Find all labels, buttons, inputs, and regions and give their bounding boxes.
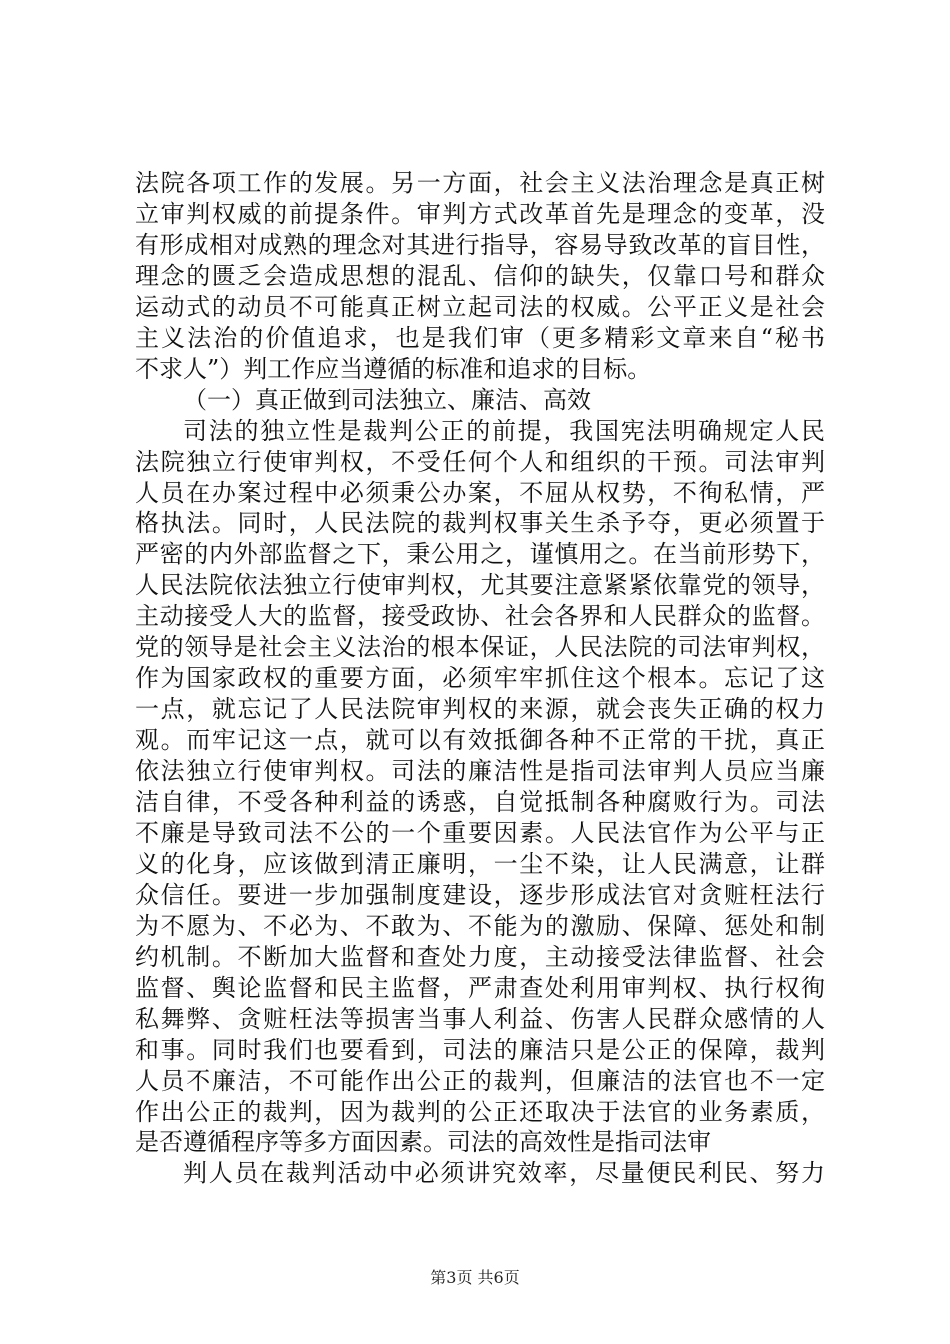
text-line: 洁自律，不受各种利益的诱惑，自觉抵制各种腐败行为。司法 — [135, 788, 825, 816]
text-line: 运动式的动员不可能真正树立起司法的权威。公平正义是社会 — [135, 292, 825, 321]
text-line: 人员不廉洁，不可能作出公正的裁判，但廉洁的法官也不一定 — [135, 1066, 825, 1095]
text-line: 有形成相对成熟的理念对其进行指导，容易导致改革的盲目性， — [135, 230, 825, 259]
text-line: 观。而牢记这一点，就可以有效抵御各种不正常的干扰，真正 — [135, 726, 825, 755]
text-line: 判人员在裁判活动中必须讲究效率，尽量便民利民、努力 — [183, 1159, 825, 1188]
text-line: 是否遵循程序等多方面因素。司法的高效性是指司法审 — [135, 1128, 711, 1157]
text-line: 作为国家政权的重要方面，必须牢牢抓住这个根本。忘记了这 — [135, 664, 825, 693]
text-line: 党的领导是社会主义法治的根本保证，人民法院的司法审判权， — [135, 633, 825, 662]
text-line: 私舞弊、贪赃枉法等损害当事人利益、伤害人民群众感情的人 — [135, 1004, 825, 1033]
text-line: 不廉是导致司法不公的一个重要因素。人民法官作为公平与正 — [135, 818, 825, 847]
text-line: 一点，就忘记了人民法院审判权的来源，就会丧失正确的权力 — [135, 695, 825, 724]
text-line: 监督、舆论监督和民主监督，严肃查处利用审判权、执行权徇 — [135, 973, 825, 1002]
text-line: 义的化身，应该做到清正廉明，一尘不染，让人民满意，让群 — [135, 849, 825, 878]
text-line: 主义法治的价值追求，也是我们审（更多精彩文章来自“秘书 — [135, 323, 825, 352]
page-footer: 第3页 共6页 — [430, 1268, 520, 1287]
text-line: 主动接受人大的监督，接受政协、社会各界和人民群众的监督。 — [135, 602, 825, 631]
text-line: 立审判权威的前提条件。审判方式改革首先是理念的变革，没 — [135, 199, 825, 228]
text-line: 众信任。要进一步加强制度建设，逐步形成法官对贪赃枉法行 — [135, 880, 825, 909]
text-line: 约机制。不断加大监督和查处力度，主动接受法律监督、社会 — [135, 942, 825, 971]
text-line: 人民法院依法独立行使审判权，尤其要注意紧紧依靠党的领导， — [135, 571, 825, 600]
text-line: 人员在办案过程中必须秉公办案，不屈从权势，不徇私情，严 — [135, 478, 825, 507]
text-line: 为不愿为、不必为、不敢为、不能为的激励、保障、惩处和制 — [135, 911, 825, 940]
text-line: 作出公正的裁判，因为裁判的公正还取决于法官的业务素质， — [135, 1097, 825, 1126]
text-line: 严密的内外部监督之下，秉公用之，谨慎用之。在当前形势下， — [135, 540, 825, 569]
text-line: 司法的独立性是裁判公正的前提，我国宪法明确规定人民 — [183, 416, 825, 445]
section-heading: （一）真正做到司法独立、廉洁、高效 — [183, 385, 591, 414]
text-line: 法院各项工作的发展。另一方面，社会主义法治理念是真正树 — [135, 169, 825, 197]
text-line: 和事。同时我们也要看到，司法的廉洁只是公正的保障，裁判 — [135, 1035, 825, 1064]
text-line: 理念的匮乏会造成思想的混乱、信仰的缺失，仅靠口号和群众 — [135, 261, 825, 290]
text-line: 法院独立行使审判权，不受任何个人和组织的干预。司法审判 — [135, 447, 825, 476]
text-line: 格执法。同时，人民法院的裁判权事关生杀予夺，更必须置于 — [135, 509, 825, 538]
text-line: 依法独立行使审判权。司法的廉洁性是指司法审判人员应当廉 — [135, 757, 825, 786]
text-line: 不求人”）判工作应当遵循的标准和追求的目标。 — [135, 354, 652, 383]
